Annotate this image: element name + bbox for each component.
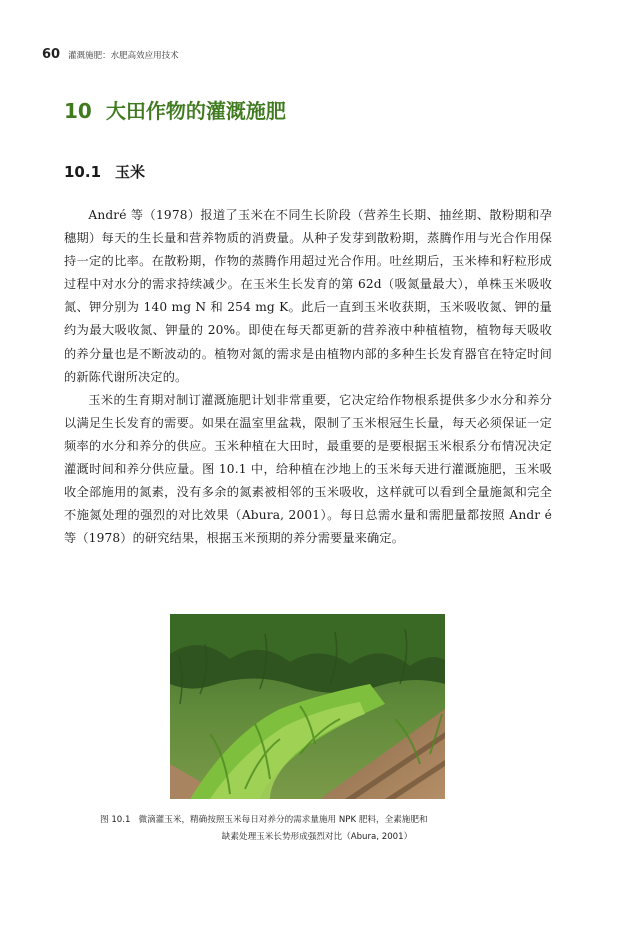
book-title: 灌溉施肥：水肥高效应用技术 (68, 51, 179, 61)
running-head (42, 47, 179, 67)
figure-photo-maize-field (170, 614, 445, 799)
figure-label: 图 10.1 (100, 815, 131, 825)
caption-line-1 (100, 812, 534, 829)
section-title (64, 161, 145, 182)
figure-caption (100, 812, 534, 846)
body-text (64, 204, 552, 550)
paragraph: 玉米的生育期对制订灌溉施肥计划非常重要，它决定给作物根系提供多少水分和养分以满足生长发育的需要。如果在温室里盆栽，限制了玉米根冠生长量，每天必须保证一定频率的水分和养分的供应。玉米种植在大田时，最重要的是要根据玉米根系分布情况决定灌溉时间和养分供应量。图 10.1 中，给种植在沙地上的玉米每天进行灌溉施肥，玉米吸收全部施用的氮素，没有多余的氮素被相邻的玉米吸收，这样就可以看到全量施氮和完全不施氮处理的强烈的对比效果（Abura, 2001）。每日总需水量和需肥量都按照 Andr é 等（1978）的研究结果，根据玉米预期的养分需要量来确定。 (64, 392, 552, 546)
section-title-text: 玉米 (115, 163, 146, 181)
section-number: 10.1 (64, 163, 102, 181)
caption-line-2: 缺素处理玉米长势形成强烈对比（Abura, 2001） (221, 832, 413, 842)
caption-text-1: 微滴灌玉米，精确按照玉米每日对养分的需求量施用 NPK 肥料，全素施肥和 (138, 815, 428, 825)
chapter-title (64, 95, 286, 124)
paragraph: André 等（1978）报道了玉米在不同生长阶段（营养生长期、抽丝期、散粉期和孕穗期）每天的生长量和营养物质的消费量。从种子发芽到散粉期，蒸腾作用与光合作用保持一定的比率。在散粉期，作物的蒸腾作用超过光合作用。吐丝期后，玉米棒和籽粒形成过程中对水分的需求持续减少。在玉米生长发育的第 62d（吸氮量最大），单株玉米吸收氮、钾分别为 140 mg N 和 254 mg K。此后一直到玉米收获期，玉米吸收氮、钾的量约为最大吸收氮、钾量的 20%。即使在每天都更新的营养液中种植植物，植物每天吸收的养分量也是不断波动的。植物对氮的需求是由植物内部的多种生长发育器官在特定时间的新陈代谢所决定的。 (64, 208, 552, 384)
chapter-title-text: 大田作物的灌溉施肥 (105, 99, 286, 123)
page-number: 60 (42, 47, 61, 62)
chapter-number: 10 (64, 99, 92, 123)
